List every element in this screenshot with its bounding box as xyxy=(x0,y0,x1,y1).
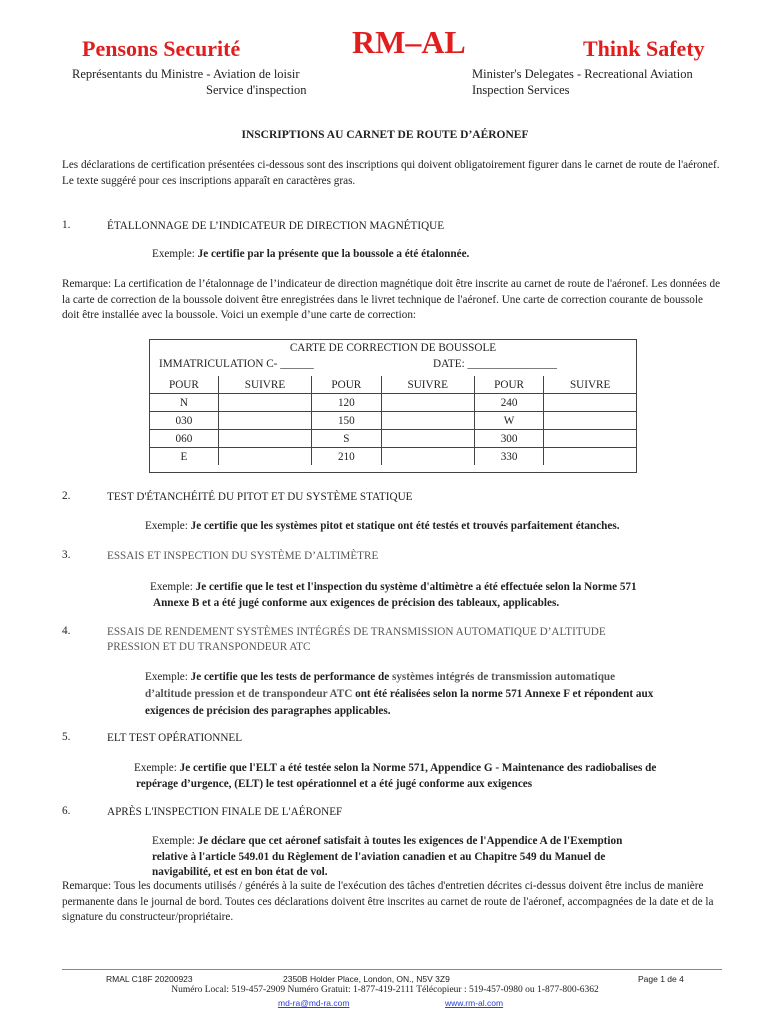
example-statement-line3: navigabilité, et est en bon état de vol. xyxy=(152,866,328,878)
example-label: Exemple: xyxy=(152,248,198,260)
section-3-heading: ESSAIS ET INSPECTION DU SYSTÈME D’ALTIMÈTRE xyxy=(107,550,379,562)
table-row xyxy=(150,394,636,412)
table-cell xyxy=(218,448,311,466)
section-3-number: 3. xyxy=(62,549,71,561)
section-1-number: 1. xyxy=(62,219,71,231)
date-field: DATE: ________________ xyxy=(433,358,557,370)
header-right-sub1: Minister's Delegates - Recreational Aviation xyxy=(472,67,693,81)
footer-page-number: Page 1 de 4 xyxy=(638,974,684,984)
table-cell: 060 xyxy=(150,430,218,448)
header-left-title: Pensons Securité xyxy=(82,36,241,61)
example-label: Exemple: xyxy=(145,671,191,683)
table-cell xyxy=(544,448,636,466)
footer-email-link[interactable]: md-ra@md-ra.com xyxy=(278,998,350,1008)
section-1-remark: Remarque: La certification de l’étalonnage de l’indicateur de direction magnétique doit être inscrite au carnet de route de l'aéronef. Les données de la carte de correction de la boussole doivent être enregistrées dans le livret technique de l'aéronef. Une carte de correction courante de boussole doit être installée avec la boussole. Voici un exemple d’une carte de correction: xyxy=(62,278,721,321)
document-title: INSCRIPTIONS AU CARNET DE ROUTE D’AÉRONEF xyxy=(241,129,529,141)
footer-form-code: RMAL C18F 20200923 xyxy=(106,974,193,984)
header-center-title: RM–AL xyxy=(352,24,466,60)
example-statement: Je certifie que les systèmes pitot et statique ont été testés et trouvés parfaitement étanches. xyxy=(190,520,620,532)
footer-website-link[interactable]: www.rm-al.com xyxy=(445,998,504,1008)
example-statement-line1: Je certifie que l'ELT a été testée selon la Norme 571, Appendice G - Maintenance des radiobalises de xyxy=(179,762,657,774)
compass-card-title: CARTE DE CORRECTION DE BOUSSOLE xyxy=(289,342,497,354)
table-row xyxy=(150,412,636,430)
table-header-row xyxy=(150,376,636,394)
table-cell xyxy=(218,430,311,448)
section-5-example xyxy=(134,760,656,792)
table-cell: S xyxy=(312,430,381,448)
footer-address: 2350B Holder Place, London, ON., N5V 3Z9 xyxy=(283,974,450,984)
example-statement-line1: Je déclare que cet aéronef satisfait à toutes les exigences de l'Appendice A de l'Exemption xyxy=(197,835,623,847)
table-cell: 330 xyxy=(474,448,543,466)
table-cell xyxy=(381,412,474,430)
table-cell xyxy=(544,430,636,448)
table-cell: 030 xyxy=(150,412,218,430)
section-4-number: 4. xyxy=(62,625,71,637)
table-cell: 240 xyxy=(474,394,543,412)
table-cell: 210 xyxy=(312,448,381,466)
footer-phones: Numéro Local: 519-457-2909 Numéro Gratuit: 1-877-419-2111 Télécopieur : 519-457-0980 ou 1-877-800-6362 xyxy=(171,985,599,995)
example-statement-line2: repérage d’urgence, (ELT) le test opérationnel et a été jugé conforme aux exigences xyxy=(136,778,533,790)
section-2-number: 2. xyxy=(62,490,71,502)
section-6-number: 6. xyxy=(62,805,71,817)
col-header-pour: POUR xyxy=(474,376,543,394)
example-label: Exemple: xyxy=(134,762,180,774)
section-5-number: 5. xyxy=(62,731,71,743)
header-left-sub2: Service d'inspection xyxy=(206,83,307,97)
example-label: Exemple: xyxy=(150,581,196,593)
section-6-example xyxy=(152,834,622,881)
header-right-sub2: Inspection Services xyxy=(472,83,570,97)
table-cell: E xyxy=(150,448,218,466)
col-header-suivre: SUIVRE xyxy=(218,376,311,394)
col-header-pour: POUR xyxy=(312,376,381,394)
example-statement-line2: relative à l'article 549.01 du Règlement de l'aviation canadien et au Chapitre 549 du Manuel de xyxy=(152,850,606,863)
example-statement-line2: Annexe B et a été jugé conforme aux exigences de précision des tableaux, applicables. xyxy=(153,597,560,609)
compass-correction-table xyxy=(150,376,636,465)
table-cell xyxy=(218,412,311,430)
table-cell xyxy=(381,430,474,448)
compass-correction-card xyxy=(149,339,637,473)
col-header-suivre: SUIVRE xyxy=(381,376,474,394)
table-cell: 150 xyxy=(312,412,381,430)
example-label: Exemple: xyxy=(152,835,198,847)
section-4-heading-line2: PRESSION ET DU TRANSPONDEUR ATC xyxy=(107,641,311,653)
example-statement-b: systèmes intégrés de transmission automatique xyxy=(391,671,616,683)
table-cell: 120 xyxy=(312,394,381,412)
table-cell xyxy=(544,412,636,430)
section-1-example xyxy=(152,248,469,260)
table-cell xyxy=(218,394,311,412)
table-cell: W xyxy=(474,412,543,430)
table-cell xyxy=(381,394,474,412)
section-2-example xyxy=(145,520,620,532)
section-1-heading: ÉTALLONNAGE DE L’INDICATEUR DE DIRECTION MAGNÉTIQUE xyxy=(107,220,445,232)
section-3-example xyxy=(150,579,637,611)
header-right-title: Think Safety xyxy=(583,36,705,61)
col-header-suivre: SUIVRE xyxy=(544,376,636,394)
section-4-example xyxy=(145,669,653,720)
section-4-heading xyxy=(107,625,606,655)
table-cell xyxy=(381,448,474,466)
section-5-heading: ELT TEST OPÉRATIONNEL xyxy=(107,732,243,744)
col-header-pour: POUR xyxy=(150,376,218,394)
table-cell: 300 xyxy=(474,430,543,448)
example-statement: Je certifie par la présente que la boussole a été étalonnée. xyxy=(197,248,470,260)
header-left-sub1: Représentants du Ministre - Aviation de loisir xyxy=(72,67,300,81)
section-6-heading: APRÈS L'INSPECTION FINALE DE L'AÉRONEF xyxy=(107,806,343,818)
example-statement-line1: Je certifie que le test et l'inspection du système d'altimètre a été effectuée selon la Norme 571 xyxy=(195,581,637,593)
table-cell: N xyxy=(150,394,218,412)
table-row xyxy=(150,448,636,466)
intro-paragraph: Les déclarations de certification présentées ci-dessous sont des inscriptions qui doivent obligatoirement figurer dans le carnet de route de l'aéronef. Le texte suggéré pour ces inscriptions apparaît en caractères gras. xyxy=(62,159,720,187)
example-statement-a: Je certifie que les tests de performance de xyxy=(190,671,392,683)
section-4-heading-line1: ESSAIS DE RENDEMENT SYSTÈMES INTÉGRÉS DE TRANSMISSION AUTOMATIQUE D’ALTITUDE xyxy=(107,626,606,638)
example-statement-c: d’altitude pression et de transpondeur ATC xyxy=(145,688,353,700)
example-statement-d: ont été réalisées selon la norme 571 Annexe F et répondent aux xyxy=(352,688,654,700)
table-row xyxy=(150,430,636,448)
footer-divider xyxy=(62,969,722,970)
example-label: Exemple: xyxy=(145,520,191,532)
registration-field: IMMATRICULATION C- ______ xyxy=(159,358,314,370)
example-statement-e: exigences de précision des paragraphes applicables. xyxy=(145,705,391,717)
table-cell xyxy=(544,394,636,412)
section-2-heading: TEST D'ÉTANCHÉITÉ DU PITOT ET DU SYSTÈME STATIQUE xyxy=(107,491,413,503)
section-6-remark: Remarque: Tous les documents utilisés / générés à la suite de l'exécution des tâches d'entretien décrites ci-dessus doivent être inclus de manière permanente dans le journal de bord. Toutes ces déclarations doivent être inscrites au carnet de route de l'aéronef, accompagnées de la date et de la signature du constructeur/propriétaire. xyxy=(62,880,714,923)
